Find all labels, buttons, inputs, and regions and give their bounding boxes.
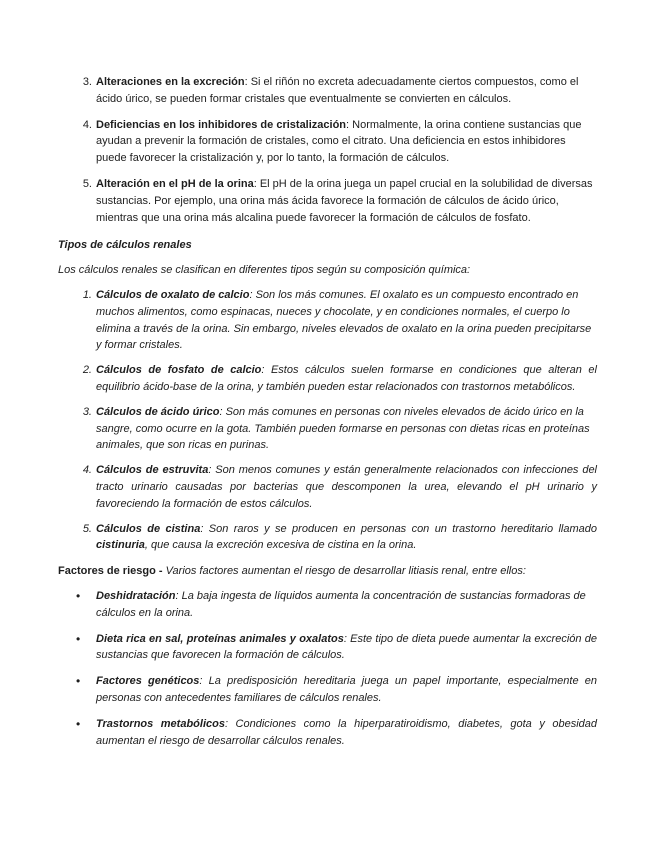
list-number: 3.: [82, 76, 92, 88]
list-number: 4.: [82, 464, 92, 477]
list-number: 2.: [82, 364, 92, 377]
item-text: : Si el riñón no excreta adecuadamente ciertos compuestos, como el ácido úrico, se pueden formar cristales que eventualmente se convierten en cálculos.: [96, 76, 579, 105]
item-term: Cálculos de ácido úrico: [96, 405, 220, 418]
list-item: [0, 176, 655, 226]
item-term: Trastornos metabólicos: [96, 717, 225, 730]
item-text: : Normalmente, la orina contiene sustancias que ayudan a prevenir la formación de cristales, como el citrato. Una deficiencia en estos inhibidores puede favorecer la cristalización y, por lo tanto, la formación de cálculos.: [96, 118, 582, 165]
causes-list: [0, 74, 655, 226]
item-term: Cálculos de cistina: [96, 522, 201, 535]
section-heading-risk: [58, 563, 597, 580]
item-term: Cálculos de estruvita: [96, 464, 209, 477]
item-text: : Este tipo de dieta puede aumentar la excreción de sustancias que favorecen la formación de cálculos.: [96, 632, 597, 662]
list-number: 5.: [82, 522, 92, 535]
item-text: : Condiciones como la hiperparatiroidismo, diabetes, gota y obesidad aumentan el riesgo de desarrollar cálculos renales.: [96, 717, 597, 747]
list-item: [0, 74, 655, 108]
list-item: [0, 631, 655, 665]
risk-list: [0, 588, 655, 749]
list-item: [0, 673, 655, 707]
item-text: : La baja ingesta de líquidos aumenta la concentración de sustancias formadoras de cálculos en la orina.: [96, 590, 586, 619]
list-item: [0, 362, 655, 396]
item-text: : Son más comunes en personas con niveles elevados de ácido úrico en la sangre, como ocurre en la gota. También pueden formarse en personas con dietas ricas en proteínas animales, que son ricas en purinas.: [96, 405, 590, 452]
risk-heading: Factores de riesgo -: [58, 565, 163, 577]
list-item: [0, 521, 655, 555]
item-text: : Son menos comunes y están generalmente relacionados con infecciones del tracto urinario causadas por bacterias que descomponen la urea, elevando el pH urinario y favoreciendo la formación de estos cálculos.: [96, 464, 597, 510]
item-text: : La predisposición hereditaria juega un papel importante, especialmente en personas con antecedentes familiares de cálculos renales.: [96, 675, 597, 704]
item-term: Alteraciones en la excreción: [96, 76, 245, 88]
item-text: : Estos cálculos suelen formarse en condiciones que alteran el equilibrio ácido-base de la orina, y también pueden estar relacionados con trastornos metabólicos.: [96, 364, 597, 393]
item-term: Cálculos de oxalato de calcio: [96, 289, 250, 301]
section-heading-types: Tipos de cálculos renales: [58, 239, 192, 251]
item-term: Dieta rica en sal, proteínas animales y oxalatos: [96, 632, 344, 645]
item-term: Factores genéticos: [96, 675, 200, 688]
bullet: •: [76, 631, 81, 646]
list-number: 3.: [82, 405, 92, 418]
item-term: Cálculos de fosfato de calcio: [96, 364, 262, 377]
item-term: Deficiencias en los inhibidores de cristalización: [96, 118, 347, 131]
list-item: [0, 117, 655, 167]
list-item: [0, 287, 655, 354]
list-item: [0, 462, 655, 512]
list-item: [0, 588, 655, 622]
item-term: Alteración en el pH de la orina: [96, 177, 254, 190]
item-text: : El pH de la orina juega un papel crucial en la solubilidad de diversas sustancias. Por ejemplo, una orina más ácida favorece la formación de cálculos de ácido úrico, mientras que una orina más alcalina puede favorecer la formación de cálculos de fosfato.: [96, 177, 593, 224]
item-text: : Son los más comunes. El oxalato es un compuesto encontrado en muchos alimentos, como espinacas, nueces y chocolate, y en condiciones normales, el cuerpo lo elimina a través de la orina. Sin embargo, niveles elevados de oxalato en la orina pueden precipitarse y formar cristales.: [96, 289, 592, 352]
list-item: [0, 716, 655, 750]
list-number: 5.: [82, 177, 92, 190]
types-intro: Los cálculos renales se clasifican en diferentes tipos según su composición química:: [58, 264, 471, 276]
types-list: [0, 287, 655, 554]
list-number: 1.: [82, 289, 92, 301]
bullet: •: [76, 674, 81, 689]
item-text: , que causa la excreción excesiva de cistina en la orina.: [144, 539, 417, 552]
bullet: •: [76, 589, 81, 603]
risk-intro: Varios factores aumentan el riesgo de desarrollar litiasis renal, entre ellos:: [162, 565, 526, 577]
item-text: : Son raros y se producen en personas con un trastorno hereditario llamado: [200, 522, 597, 535]
item-bold-word: cistinuria: [96, 539, 145, 552]
bullet: •: [76, 716, 81, 731]
item-term: Deshidratación: [96, 590, 176, 602]
list-number: 4.: [82, 118, 92, 131]
list-item: [0, 404, 655, 454]
